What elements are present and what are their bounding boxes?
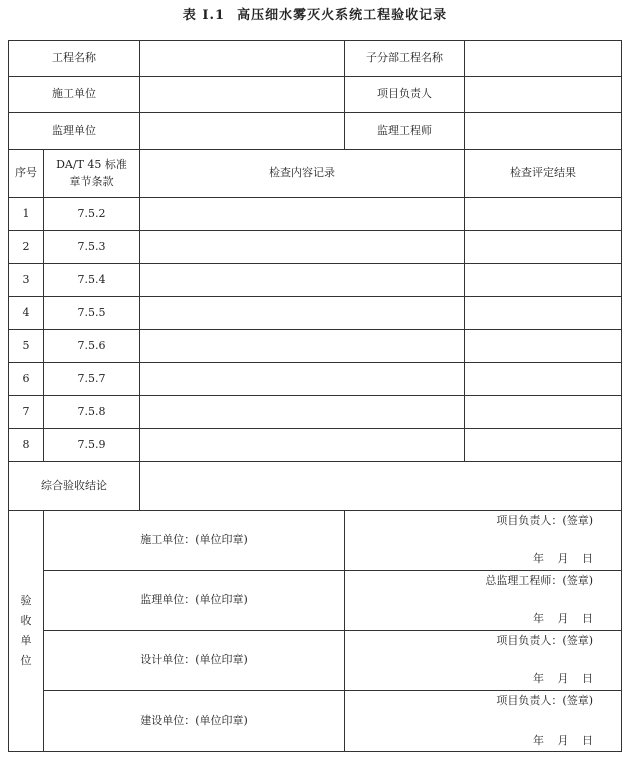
project-name-label: 工程名称 (9, 41, 140, 77)
row-seq: 8 (9, 429, 44, 462)
row-clause: 7.5.5 (44, 297, 140, 330)
acceptance-row (9, 510, 622, 570)
row-result-cell[interactable] (465, 264, 622, 297)
project-leader-label: 项目负责人 (345, 77, 465, 113)
row-result-cell[interactable] (465, 396, 622, 429)
construction-unit-value[interactable] (140, 77, 345, 113)
signature-date: 年 月 日 (533, 672, 593, 686)
design-signature-cell[interactable] (345, 630, 622, 690)
conclusion-value[interactable] (140, 462, 622, 510)
clause-header (44, 150, 140, 198)
project-leader-value[interactable] (465, 77, 622, 113)
acceptance-row (9, 630, 622, 690)
supervision-engineer-value[interactable] (465, 113, 622, 150)
row-content-cell[interactable] (140, 198, 465, 231)
table-row (9, 396, 622, 429)
row-result-cell[interactable] (465, 429, 622, 462)
signature-role: 项目负责人：(签章) (496, 513, 593, 527)
acceptance-record-table (8, 40, 622, 752)
acceptance-row (9, 570, 622, 630)
row-content-cell[interactable] (140, 264, 465, 297)
supervision-seal-cell[interactable]: 监理单位：(单位印章) (44, 570, 345, 630)
project-name-value[interactable] (140, 41, 345, 77)
row-content-cell[interactable] (140, 429, 465, 462)
table-number: 表 I.1 (182, 8, 226, 23)
signature-date: 年 月 日 (533, 552, 593, 566)
clause-header-line2: 章节条款 (69, 174, 114, 188)
row-clause: 7.5.9 (44, 429, 140, 462)
result-header: 检查评定结果 (465, 150, 622, 198)
table-row (9, 363, 622, 396)
acceptance-label-char: 验 (20, 593, 32, 607)
row-seq: 1 (9, 198, 44, 231)
table-row (9, 264, 622, 297)
signature-role: 项目负责人：(签章) (496, 693, 593, 707)
row-clause: 7.5.8 (44, 396, 140, 429)
row-content-cell[interactable] (140, 396, 465, 429)
row-seq: 5 (9, 330, 44, 363)
table-title (0, 4, 630, 23)
acceptance-unit-label (9, 510, 44, 751)
construction-signature-cell[interactable] (345, 510, 622, 570)
acceptance-label-char: 位 (20, 653, 32, 667)
seq-header: 序号 (9, 150, 44, 198)
supervision-unit-label: 监理单位 (9, 113, 140, 150)
row-clause: 7.5.4 (44, 264, 140, 297)
sub-project-name-value[interactable] (465, 41, 622, 77)
acceptance-label-char: 收 (20, 613, 32, 627)
table-row (9, 429, 622, 462)
info-row-supervision (9, 113, 622, 150)
row-content-cell[interactable] (140, 330, 465, 363)
signature-date: 年 月 日 (533, 612, 593, 626)
row-clause: 7.5.2 (44, 198, 140, 231)
row-result-cell[interactable] (465, 363, 622, 396)
conclusion-row (9, 462, 622, 510)
row-result-cell[interactable] (465, 198, 622, 231)
row-seq: 3 (9, 264, 44, 297)
supervision-engineer-label: 监理工程师 (345, 113, 465, 150)
design-seal-cell[interactable]: 设计单位：(单位印章) (44, 630, 345, 690)
row-clause: 7.5.6 (44, 330, 140, 363)
signature-role: 总监理工程师：(签章) (485, 573, 593, 587)
row-result-cell[interactable] (465, 330, 622, 363)
row-seq: 2 (9, 231, 44, 264)
row-seq: 4 (9, 297, 44, 330)
row-seq: 6 (9, 363, 44, 396)
info-row-construction (9, 77, 622, 113)
conclusion-label: 综合验收结论 (9, 462, 140, 510)
construction-seal-cell[interactable]: 施工单位：(单位印章) (44, 510, 345, 570)
header-row (9, 150, 622, 198)
owner-signature-cell[interactable] (345, 690, 622, 751)
row-seq: 7 (9, 396, 44, 429)
table-row (9, 330, 622, 363)
acceptance-label-char: 单 (20, 633, 32, 647)
construction-unit-label: 施工单位 (9, 77, 140, 113)
table-row (9, 198, 622, 231)
owner-seal-cell[interactable]: 建设单位：(单位印章) (44, 690, 345, 751)
signature-date: 年 月 日 (533, 733, 593, 747)
sub-project-name-label: 子分部工程名称 (345, 41, 465, 77)
content-header: 检查内容记录 (140, 150, 465, 198)
table-row (9, 231, 622, 264)
table-row (9, 297, 622, 330)
row-result-cell[interactable] (465, 231, 622, 264)
row-content-cell[interactable] (140, 231, 465, 264)
signature-role: 项目负责人：(签章) (496, 633, 593, 647)
row-clause: 7.5.3 (44, 231, 140, 264)
supervision-unit-value[interactable] (140, 113, 345, 150)
supervision-signature-cell[interactable] (345, 570, 622, 630)
row-clause: 7.5.7 (44, 363, 140, 396)
info-row-project (9, 41, 622, 77)
acceptance-row (9, 690, 622, 751)
row-content-cell[interactable] (140, 297, 465, 330)
clause-header-line1: DA/T 45 标准 (56, 158, 127, 172)
row-result-cell[interactable] (465, 297, 622, 330)
row-content-cell[interactable] (140, 363, 465, 396)
table-title-text: 高压细水雾灭火系统工程验收记录 (237, 8, 448, 23)
